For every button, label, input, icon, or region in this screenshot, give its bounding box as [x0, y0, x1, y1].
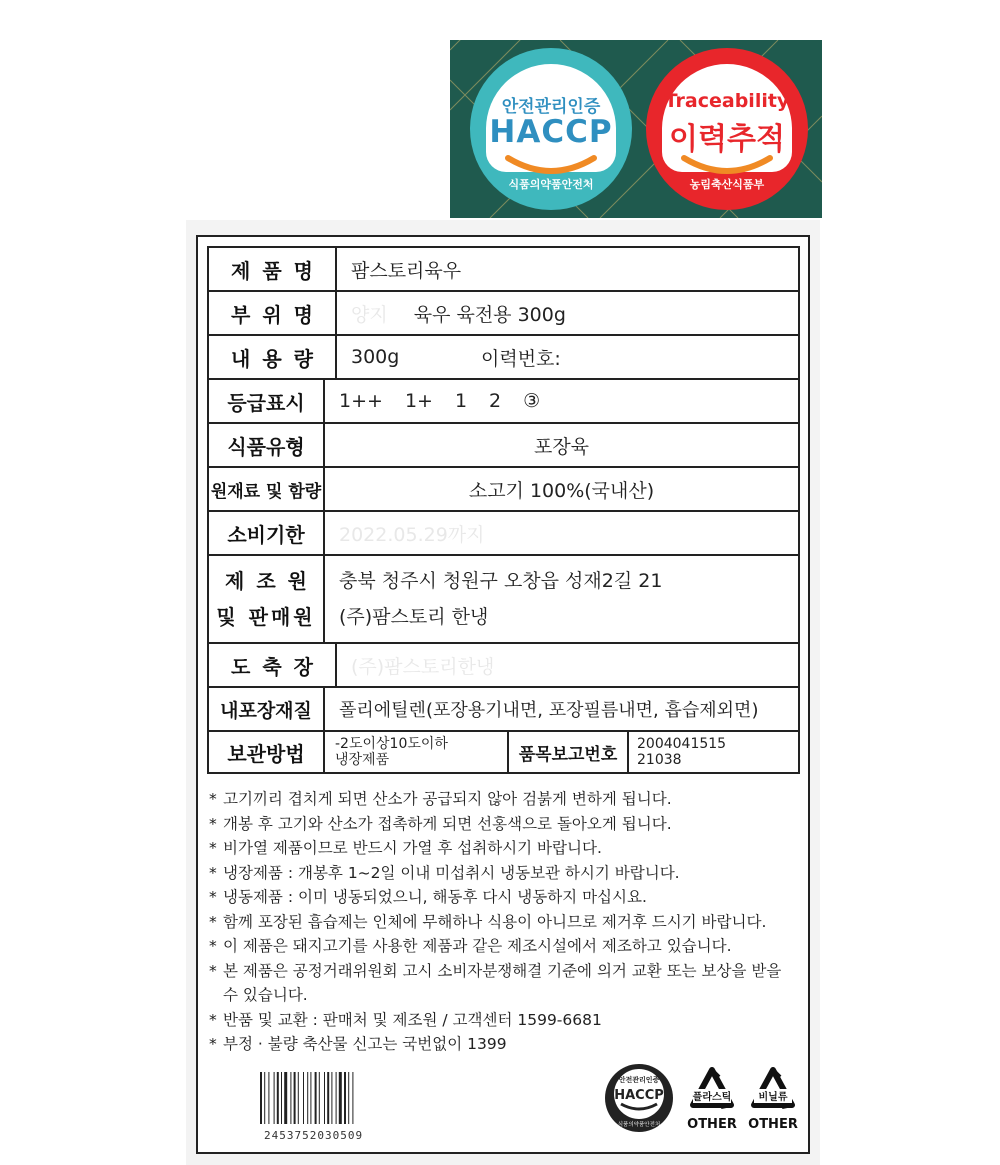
recycle-plastic-mark — [682, 1067, 742, 1137]
cut-value: 육우 육전용 300g — [413, 303, 566, 326]
maker-label-line2: 및 판매원 — [216, 605, 316, 629]
maker-label-line1: 제조원 — [225, 569, 319, 593]
volume-value: 300g — [351, 346, 400, 368]
row-slaughter — [209, 644, 798, 688]
label-frame — [196, 235, 810, 1154]
caution-note: * 이 제품은 돼지고기를 사용한 제품과 같은 제조시설에서 제조하고 있습니다. — [209, 934, 794, 959]
caution-notes — [209, 787, 794, 1057]
slaughter-label: 도축장 — [209, 644, 337, 686]
slaughter-faded-value: (주)팜스토리한냉 — [351, 655, 495, 678]
certification-badge-panel — [450, 40, 822, 218]
cut-cell — [337, 292, 798, 334]
traceability-seal — [646, 48, 808, 210]
haccp-mark-main: HACCP — [614, 1088, 664, 1103]
caution-note: * 고기끼리 겹치게 되면 산소가 공급되지 않아 검붉게 변하게 됩니다. — [209, 787, 794, 812]
packaging-label: 내포장재질 — [209, 688, 325, 730]
volume-label: 내용량 — [209, 336, 337, 378]
grade-cell — [325, 380, 798, 422]
expiry-faded-value: 2022.05.29까지 — [339, 523, 485, 546]
storage-line1: -2도이상10도이하 — [335, 736, 448, 752]
caution-note: * 부정 · 불량 축산물 신고는 국번없이 1399 — [209, 1032, 794, 1057]
product-name-value: 팜스토리육우 — [351, 259, 462, 282]
maker-cell — [325, 556, 798, 642]
report-number-cell — [629, 732, 798, 772]
maker-company: (주)팜스토리 한냉 — [339, 606, 489, 628]
report-number-label: 품목보고번호 — [509, 732, 629, 772]
row-food-type — [209, 424, 798, 468]
row-ingredients — [209, 468, 798, 512]
storage-line2: 냉장제품 — [335, 752, 390, 768]
caution-note: * 함께 포장된 흡습제는 인체에 무해하나 식용이 아니므로 제거후 드시기 바랍니다. — [209, 910, 794, 935]
barcode-number: 2453752030509 — [264, 1129, 364, 1142]
grade-label: 등급표시 — [209, 380, 325, 422]
grade-option: 1 — [454, 390, 468, 412]
grade-option: 2 — [489, 390, 502, 412]
maker-label — [209, 556, 325, 642]
traceability-seal-main-text: 이력추적 — [669, 122, 785, 157]
haccp-seal-top-text: 안전관리인증 — [501, 97, 601, 117]
storage-cell — [325, 732, 509, 772]
expiry-label: 소비기한 — [209, 512, 325, 554]
caution-note: * 비가열 제품이므로 반드시 가열 후 섭취하시기 바랍니다. — [209, 836, 794, 861]
row-maker — [209, 556, 798, 644]
trace-number-label: 이력번호: — [481, 347, 561, 370]
caution-note: * 냉동제품 : 이미 냉동되었으니, 해동후 다시 냉동하지 마십시요. — [209, 885, 794, 910]
haccp-mark-top: 안전관리인증 — [618, 1076, 660, 1084]
traceability-seal-footer: 농림축산식품부 — [689, 178, 765, 191]
grade-option: 1++ — [339, 390, 383, 412]
report-number-line1: 2004041515 — [637, 736, 727, 752]
grade-option: 1+ — [404, 390, 433, 412]
recycle-icon — [683, 1067, 741, 1115]
smile-arc-icon — [504, 154, 598, 176]
haccp-seal-main-text: HACCP — [489, 114, 613, 150]
ingredients-value: 소고기 100%(국내산) — [468, 479, 655, 502]
row-packaging — [209, 688, 798, 732]
caution-note: * 반품 및 교환 : 판매처 및 제조원 / 고객센터 1599-6681 — [209, 1008, 794, 1033]
row-volume — [209, 336, 798, 380]
food-type-value: 포장육 — [533, 435, 590, 458]
haccp-certification-seal — [470, 48, 632, 210]
row-cut — [209, 292, 798, 336]
cut-label: 부위명 — [209, 292, 337, 334]
packaging-value: 폴리에틸렌(포장용기내면, 포장필름내면, 흡습제외면) — [339, 700, 759, 721]
caution-note: * 개봉 후 고기와 산소가 접촉하게 되면 선홍색으로 돌아오게 됩니다. — [209, 812, 794, 837]
product-info-table — [207, 246, 800, 774]
ingredients-label: 원재료 및 함량 — [209, 468, 325, 510]
volume-cell — [337, 336, 798, 378]
plastic-caption: OTHER — [687, 1117, 737, 1132]
row-expiry — [209, 512, 798, 556]
caution-note: * 본 제품은 공정거래위원회 고시 소비자분쟁해결 기준에 의거 교환 또는 보상을 받을 수 있습니다. — [209, 959, 794, 1008]
recycle-vinyl-mark — [743, 1067, 803, 1137]
recycle-icon — [744, 1067, 802, 1115]
haccp-seal-footer: 식품의약품안전처 — [508, 178, 594, 191]
maker-address: 충북 청주시 청원구 오창읍 성재2길 21 — [339, 570, 663, 592]
cut-faded-text: 양지 — [351, 303, 388, 326]
row-product-name — [209, 248, 798, 292]
plastic-label: 플라스틱 — [692, 1092, 732, 1103]
vinyl-caption: OTHER — [748, 1117, 798, 1132]
storage-label: 보관방법 — [209, 732, 325, 772]
haccp-mark-icon — [603, 1062, 675, 1134]
row-storage — [209, 732, 798, 772]
traceability-seal-top-text: Traceability — [664, 90, 790, 112]
grade-option-selected: ③ — [523, 390, 541, 412]
food-type-label: 식품유형 — [209, 424, 325, 466]
product-name-label: 제품명 — [209, 248, 337, 290]
barcode-icon — [258, 1072, 388, 1127]
smile-arc-icon — [680, 154, 774, 176]
caution-note: * 냉장제품 : 개봉후 1~2일 이내 미섭취시 냉동보관 하시기 바랍니다. — [209, 861, 794, 886]
row-grade — [209, 380, 798, 424]
product-label-card — [186, 220, 820, 1165]
report-number-line2: 21038 — [637, 752, 682, 768]
haccp-mark-footer: 식품의약품안전처 — [617, 1122, 661, 1128]
vinyl-label: 비닐류 — [758, 1092, 788, 1103]
